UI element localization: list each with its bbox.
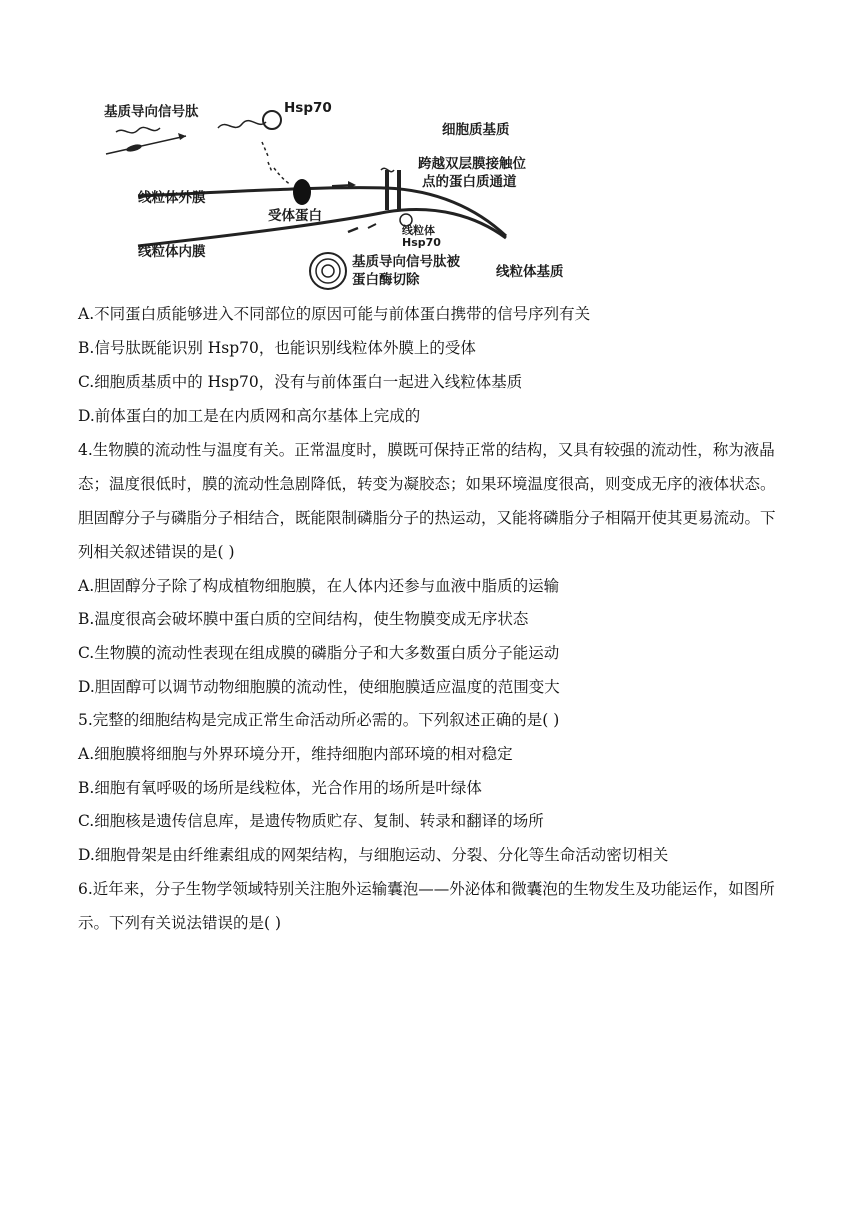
label-mito-hsp70-line2: Hsp70 (402, 236, 441, 249)
precursor-chain (218, 121, 266, 128)
q3-option-d: D.前体蛋白的加工是在内质网和高尔基体上完成的 (78, 407, 421, 425)
q4-stem: 4.生物膜的流动性与温度有关。正常温度时，膜既可保持正常的结构，又具有较强的流动性，称为液晶态；温度很低时，膜的流动性急剧降低，转变为凝胶态；如果环境温度很高，则变成无序的液体状态。胆固醇分子与磷脂分子相结合，既能限制磷脂分子的热运动，又能将磷脂分子相隔开使其更易流动。下列相关叙述错误的是( ) (78, 441, 776, 561)
inner-membrane-line (138, 210, 506, 246)
q4-option-d: D.胆固醇可以调节动物细胞膜的流动性，使细胞膜适应温度的范围变大 (78, 678, 560, 696)
q5-stem: 5.完整的细胞结构是完成正常生命活动所必需的。下列叙述正确的是( ) (78, 711, 560, 729)
label-channel-line2: 点的蛋白质通道 (422, 174, 517, 190)
signal-peptide-wave (116, 127, 160, 132)
signal-peptide-arrow (106, 136, 186, 154)
q5-option-a: A.细胞膜将细胞与外界环境分开，维持细胞内部环境的相对稳定 (78, 745, 513, 763)
protease-ball (310, 253, 346, 289)
q3-option-c: C.细胞质基质中的 Hsp70，没有与前体蛋白一起进入线粒体基质 (78, 373, 523, 391)
fragment-1 (348, 228, 358, 232)
q3-option-a: A.不同蛋白质能够进入不同部位的原因可能与前体蛋白携带的信号序列有关 (78, 305, 591, 323)
q4-option-b: B.温度很高会破坏膜中蛋白质的空间结构，使生物膜变成无序状态 (78, 610, 529, 628)
label-channel-line1: 跨越双层膜接触位 (418, 156, 526, 172)
channel-right-wall (397, 170, 401, 210)
fragment-2 (368, 224, 376, 228)
q5-option-c: C.细胞核是遗传信息库，是遗传物质贮存、复制、转录和翻译的场所 (78, 812, 544, 830)
label-receptor: 受体蛋白 (268, 208, 322, 224)
label-cleaved-line1: 基质导向信号肽被 (352, 254, 460, 270)
q4-option-c: C.生物膜的流动性表现在组成膜的磷脂分子和大多数蛋白质分子能运动 (78, 644, 560, 662)
label-inner-membrane: 线粒体内膜 (138, 244, 206, 260)
label-cleaved-line2: 蛋白酶切除 (352, 272, 420, 288)
label-cytoplasm-matrix: 细胞质基质 (442, 122, 510, 138)
hsp70-circle (263, 111, 281, 129)
label-mito-hsp70-line1: 线粒体 (402, 224, 435, 237)
diagram-svg (76, 96, 576, 294)
q4-option-a: A.胆固醇分子除了构成植物细胞膜，在人体内还参与血液中脂质的运输 (78, 577, 560, 595)
label-hsp70: Hsp70 (284, 100, 332, 116)
descending-chain (262, 142, 290, 184)
q5-option-b: B.细胞有氧呼吸的场所是线粒体，光合作用的场所是叶绿体 (78, 779, 482, 797)
channel-left-wall (385, 170, 389, 210)
label-outer-membrane: 线粒体外膜 (138, 190, 206, 206)
q5-option-d: D.细胞骨架是由纤维素组成的网架结构，与细胞运动、分裂、分化等生命活动密切相关 (78, 846, 669, 864)
label-signal-peptide: 基质导向信号肽 (104, 104, 199, 120)
signal-peptide-arrowhead (178, 133, 186, 140)
signal-peptide-body (125, 143, 142, 153)
receptor-protein-shape (293, 179, 311, 205)
mitochondrial-import-diagram (76, 96, 576, 294)
label-mito-matrix: 线粒体基质 (496, 264, 564, 280)
q6-stem: 6.近年来，分子生物学领域特别关注胞外运输囊泡——外泌体和微囊泡的生物发生及功能运作，如图所示。下列有关说法错误的是( ) (78, 880, 775, 932)
q3-option-b: B.信号肽既能识别 Hsp70，也能识别线粒体外膜上的受体 (78, 339, 476, 357)
